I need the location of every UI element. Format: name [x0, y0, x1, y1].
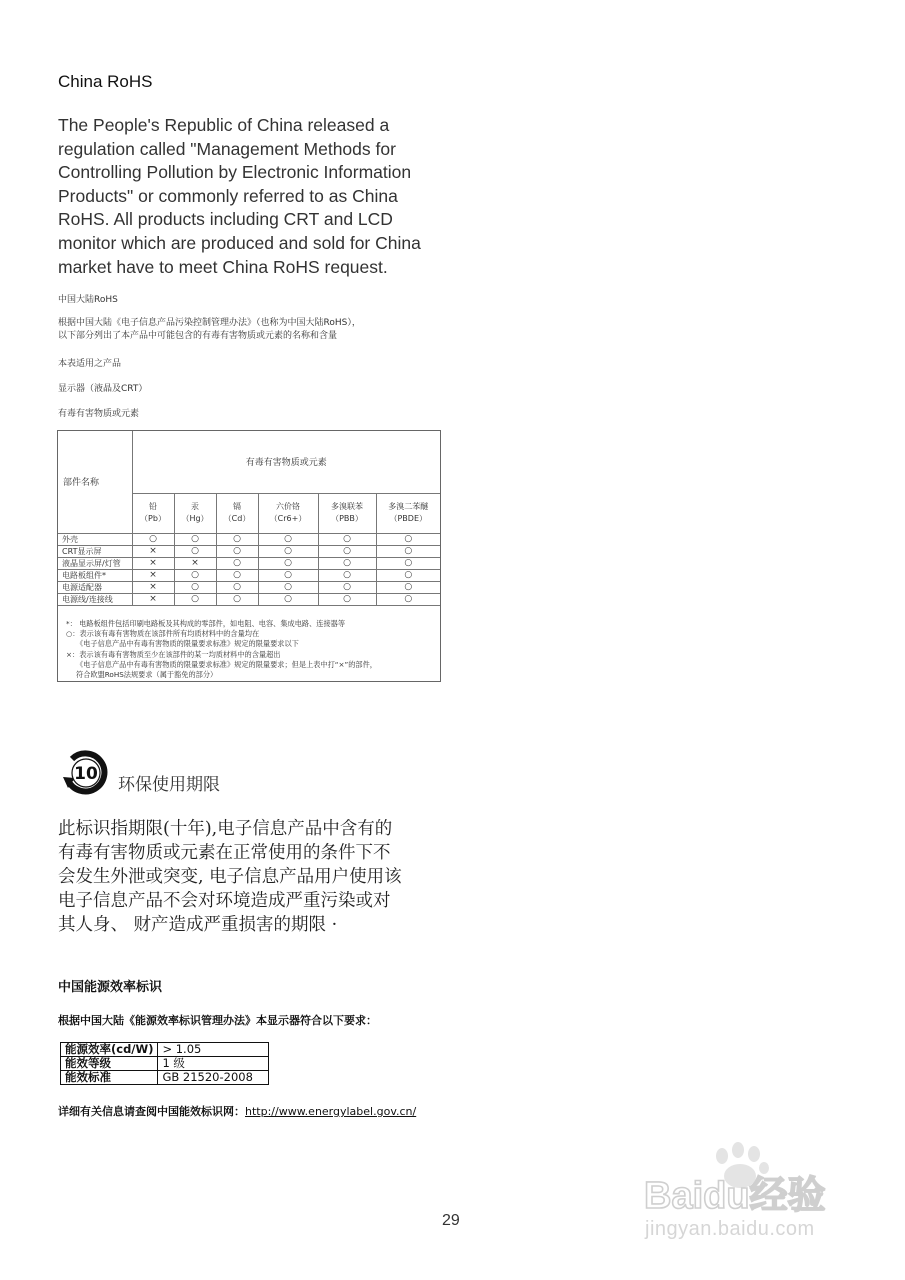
mark-cell: ○: [174, 545, 216, 557]
efup-line: 会发生外泄或突变, 电子信息产品用户使用该: [58, 867, 402, 887]
mark-cell: ×: [132, 593, 174, 605]
table-row: [58, 533, 440, 545]
substance-header: 铅 （Pb）: [132, 493, 174, 533]
table-row: [61, 1043, 269, 1057]
cn-para-line: 根据中国大陆《电子信息产品污染控制管理办法》（也称为中国大陆RoHS），: [58, 318, 361, 328]
rohs-line: Products" or commonly referred to as China: [58, 185, 398, 206]
energy-label-link[interactable]: http://www.energylabel.gov.cn/: [245, 1105, 417, 1118]
substance-header: 镉 （Cd）: [216, 493, 258, 533]
rohs-line: monitor which are produced and sold for China: [58, 232, 421, 253]
baidu-jingyan-watermark-icon: [640, 1140, 860, 1220]
mark-cell: ○: [174, 569, 216, 581]
mark-cell: ○: [216, 533, 258, 545]
note-line: ×：表示该有毒有害物质至少在该部件的某一均质材料中的含量超出: [66, 649, 281, 659]
mark-cell: ○: [318, 569, 376, 581]
note-line: 《电子信息产品中有毒有害物质的限量要求标准》规定的限量要求；但是上表中打“×”的部件，: [76, 659, 377, 669]
mark-cell: ○: [174, 533, 216, 545]
note-line: ○：表示该有毒有害物质在该部件所有均质材料中的含量均在: [66, 629, 260, 639]
hazard-table: [58, 431, 440, 606]
mark-cell: ○: [318, 557, 376, 569]
energy-requirement: 根据中国大陆《能源效率标识管理办法》本显示器符合以下要求：: [58, 1014, 377, 1027]
table-row: [58, 581, 440, 593]
energy-table: [60, 1042, 269, 1085]
mark-cell: ×: [132, 581, 174, 593]
table-row: [58, 557, 440, 569]
mark-cell: ○: [216, 569, 258, 581]
energy-value: GB 21520-2008: [158, 1071, 269, 1085]
watermark-url: jingyan.baidu.com: [645, 1218, 815, 1240]
energy-key: 能源效率(cd/W): [61, 1043, 158, 1057]
mark-cell: ×: [132, 569, 174, 581]
mark-cell: ○: [318, 545, 376, 557]
mark-cell: ○: [258, 545, 318, 557]
rohs-line: The People's Republic of China released a: [58, 115, 390, 135]
part-name: 电源线/连接线: [58, 593, 132, 605]
efup-description: [58, 817, 448, 937]
energy-link-prefix: 详细有关信息请查阅中国能效标识网：: [58, 1105, 245, 1118]
mark-cell: ○: [216, 545, 258, 557]
note-line: 《电子信息产品中有毒有害物质的限量要求标准》规定的限量要求以下: [76, 639, 299, 649]
efup-title: 环保使用期限: [118, 775, 220, 795]
energy-label-title: 中国能源效率标识: [58, 980, 163, 995]
part-name: 电源适配器: [58, 581, 132, 593]
mark-cell: ○: [376, 557, 440, 569]
mark-cell: ○: [376, 545, 440, 557]
cn-product-label: 显示器（液晶及CRT）: [58, 384, 148, 394]
mark-cell: ○: [376, 569, 440, 581]
note-line: *： 电路板组件包括印刷电路板及其构成的零部件，如电阻、电容、集成电路、连接器等: [66, 619, 346, 628]
rohs-line: RoHS. All products including CRT and LCD: [58, 209, 393, 230]
mark-cell: ○: [174, 581, 216, 593]
efup-logo-number: 10: [74, 764, 98, 784]
mark-cell: ○: [258, 593, 318, 605]
mark-cell: ○: [174, 593, 216, 605]
rohs-line: Controlling Pollution by Electronic Information: [58, 162, 412, 183]
mark-cell: ○: [216, 593, 258, 605]
substance-header: 多溴联苯 （PBB）: [318, 493, 376, 533]
efup-line: 其人身、 财产造成严重损害的期限 ·: [58, 915, 338, 935]
mark-cell: ○: [376, 533, 440, 545]
part-name: 外壳: [58, 533, 132, 545]
efup-line: 此标识指期限(十年),电子信息产品中含有的: [58, 819, 393, 839]
table-row: [61, 1057, 269, 1071]
energy-key: 能效标准: [61, 1071, 158, 1085]
table-row: [61, 1071, 269, 1085]
energy-value: 1 级: [158, 1057, 269, 1071]
rohs-description: [58, 114, 438, 279]
efup-line: 有毒有害物质或元素在正常使用的条件下不: [58, 843, 391, 863]
table-row: [58, 593, 440, 605]
mark-cell: ×: [132, 557, 174, 569]
rohs-line: market have to meet China RoHS request.: [58, 256, 388, 277]
mark-cell: ○: [216, 581, 258, 593]
hazard-group-header: 有毒有害物质或元素: [132, 431, 440, 493]
cn-rohs-title: 中国大陆RoHS: [58, 295, 118, 305]
table-row: [58, 545, 440, 557]
mark-cell: ○: [376, 581, 440, 593]
substance-header: 多溴二苯醚 （PBDE）: [376, 493, 440, 533]
part-name: 电路板组件*: [58, 569, 132, 581]
cn-scope-label: 本表适用之产品: [58, 359, 122, 369]
mark-cell: ○: [258, 533, 318, 545]
mark-cell: ○: [258, 581, 318, 593]
mark-cell: ×: [174, 557, 216, 569]
mark-cell: ○: [318, 581, 376, 593]
hazard-table-notes: [66, 619, 377, 680]
energy-key: 能效等级: [61, 1057, 158, 1071]
note-line: 符合欧盟RoHS法规要求（属于豁免的部分）: [76, 670, 218, 680]
mark-cell: ×: [132, 545, 174, 557]
part-name: CRT显示屏: [58, 545, 132, 557]
efup-10-icon: [60, 747, 112, 799]
page-number: 29: [442, 1212, 460, 1229]
hazard-part-header: 部件名称: [58, 431, 132, 533]
hazard-table-box: [57, 430, 441, 682]
rohs-line: regulation called "Management Methods for: [58, 138, 396, 159]
substance-header: 六价铬 （Cr6+）: [258, 493, 318, 533]
mark-cell: ○: [258, 557, 318, 569]
mark-cell: ○: [318, 593, 376, 605]
energy-info-line: [58, 1103, 416, 1119]
watermark-brand: Baidu经验: [644, 1175, 826, 1217]
rohs-title: China RoHS: [58, 72, 153, 91]
cn-rohs-paragraph: [58, 317, 361, 343]
mark-cell: ○: [216, 557, 258, 569]
table-row: [58, 569, 440, 581]
cn-table-caption: 有毒有害物质或元素: [58, 409, 140, 419]
mark-cell: ○: [132, 533, 174, 545]
mark-cell: ○: [318, 533, 376, 545]
mark-cell: ○: [376, 593, 440, 605]
cn-para-line: 以下部分列出了本产品中可能包含的有毒有害物质或元素的名称和含量: [58, 331, 338, 341]
efup-line: 电子信息产品不会对环境造成严重污染或对: [58, 891, 391, 911]
mark-cell: ○: [258, 569, 318, 581]
substance-header: 汞 （Hg）: [174, 493, 216, 533]
energy-value: > 1.05: [158, 1043, 269, 1057]
part-name: 液晶显示屏/灯管: [58, 557, 132, 569]
